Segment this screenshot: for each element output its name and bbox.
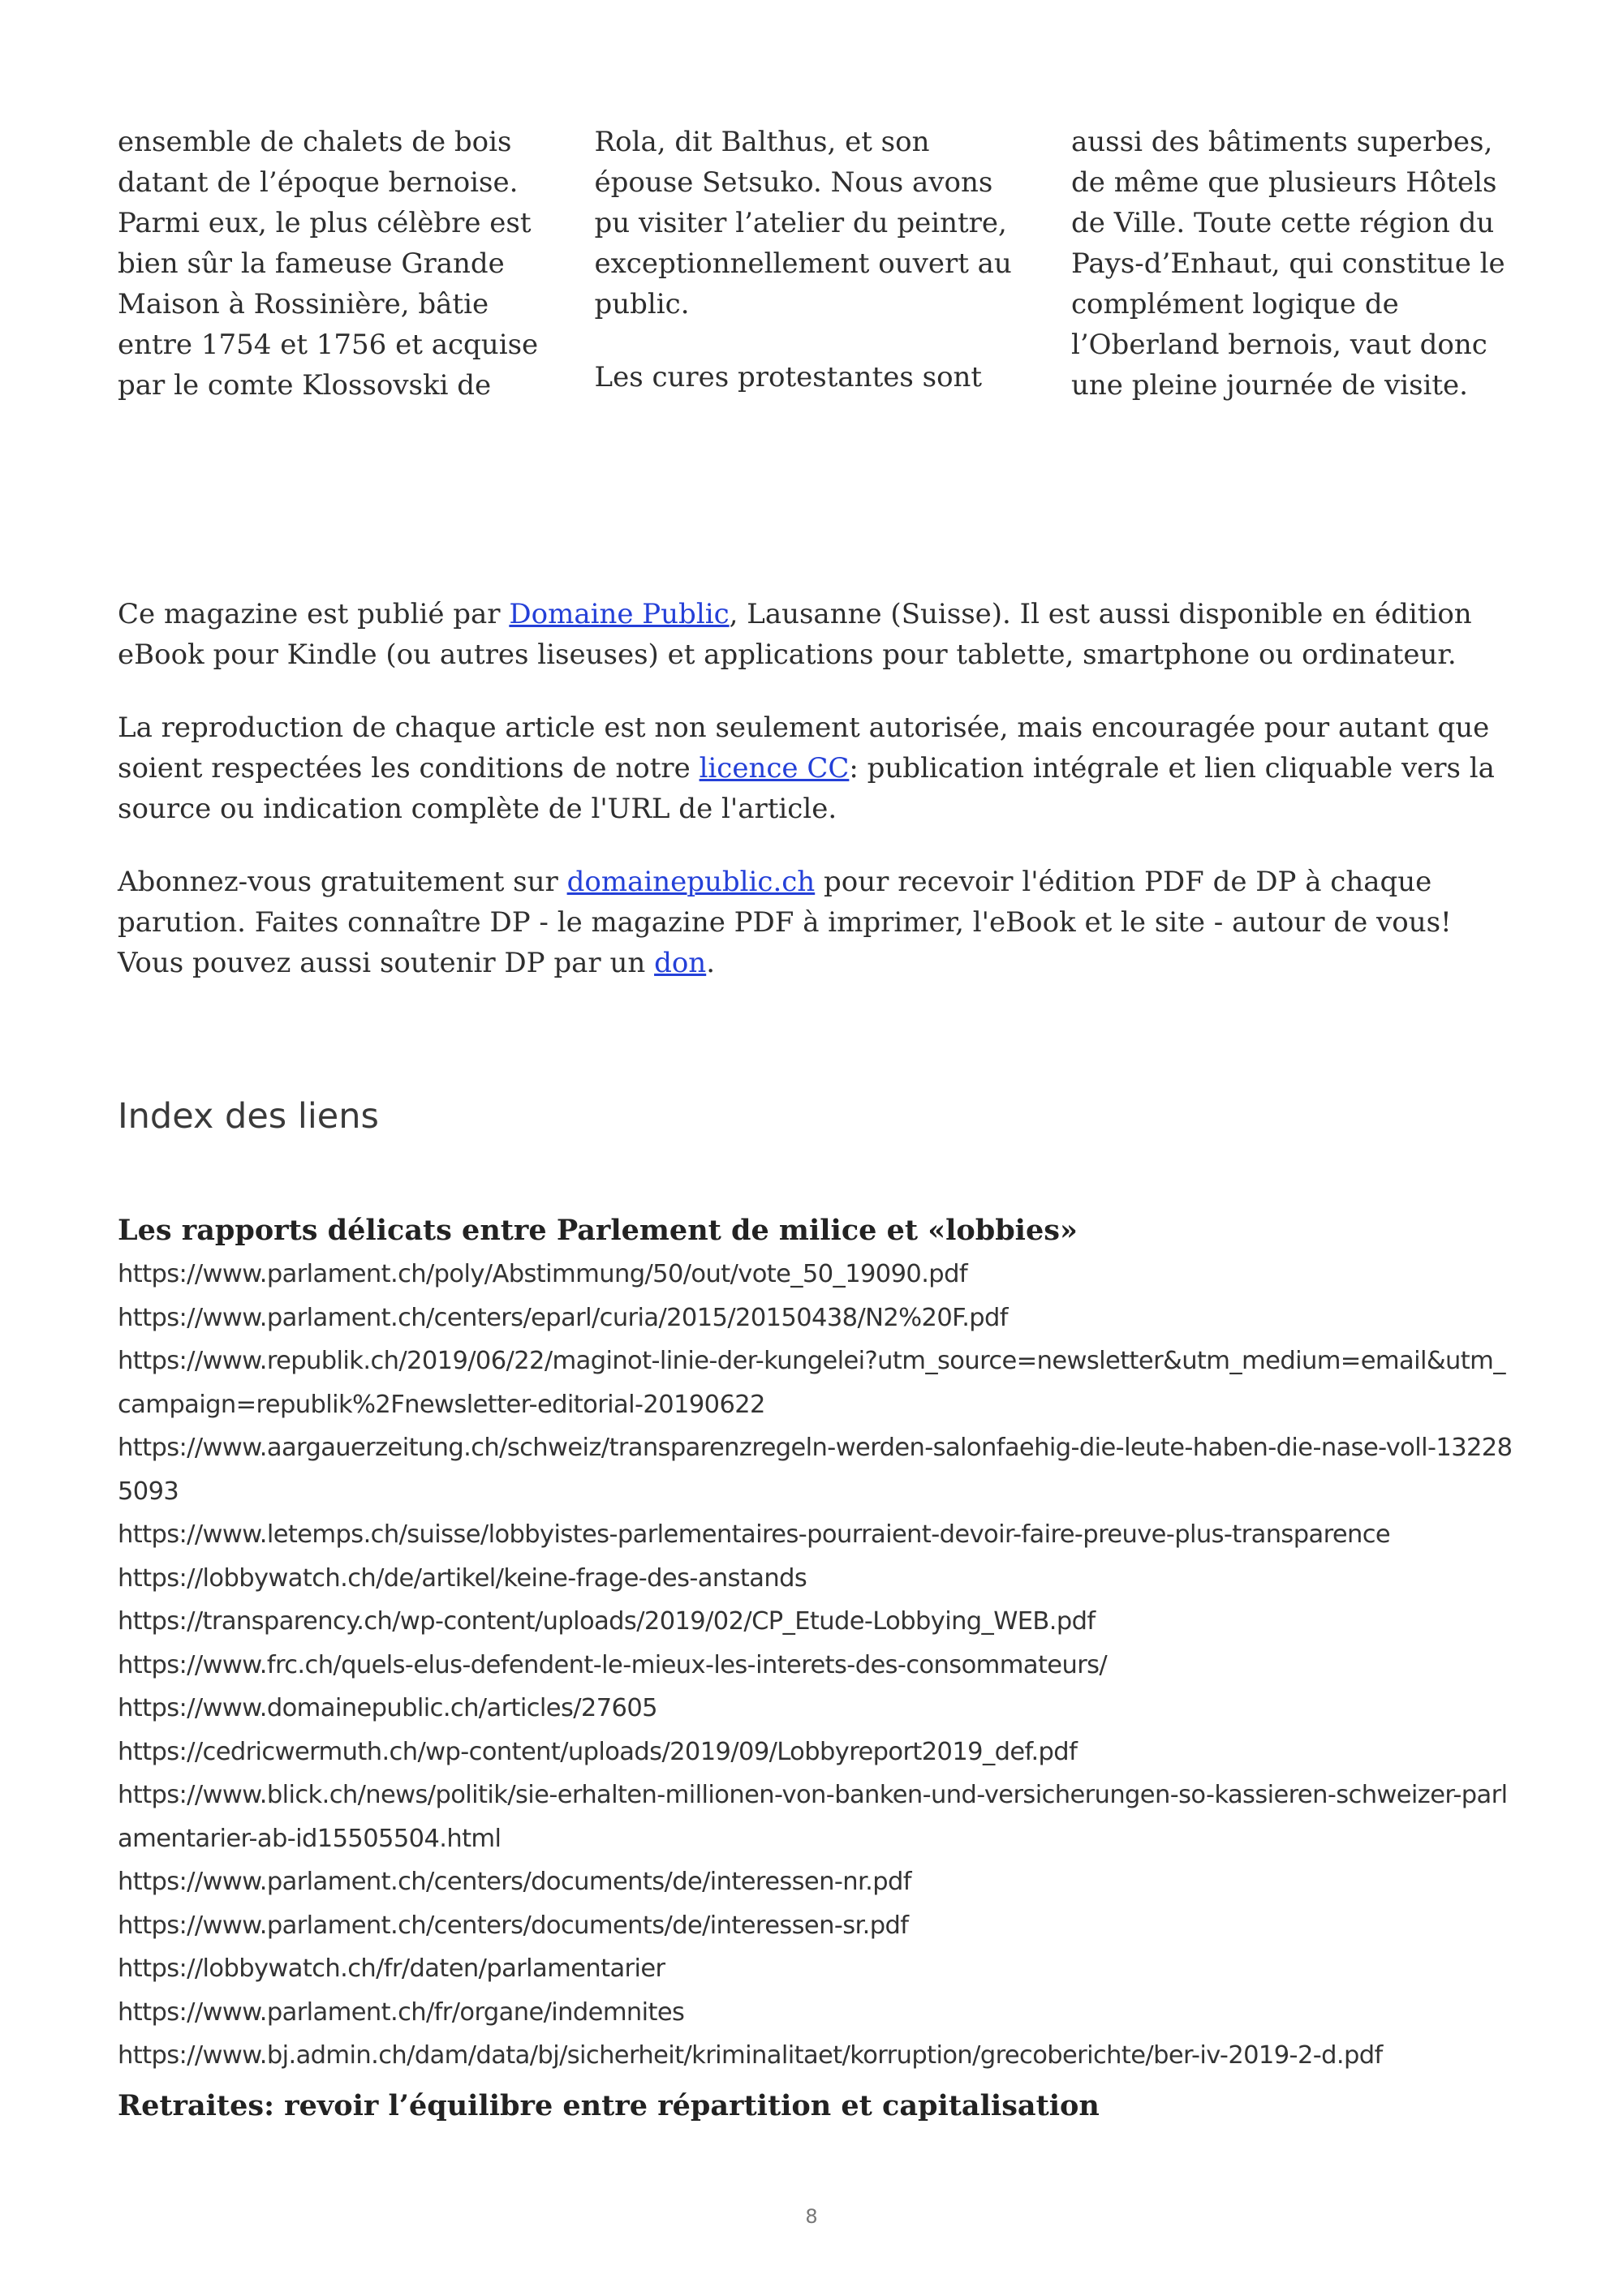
index-link[interactable]: https://www.parlament.ch/centers/documents/de/interessen-sr.pdf	[118, 1911, 909, 1940]
index-link[interactable]: https://www.letemps.ch/suisse/lobbyistes-parlementaires-pourraient-devoir-faire-preuve-plus-transparence	[118, 1520, 1391, 1549]
index-link[interactable]: https://www.frc.ch/quels-elus-defendent-le-mieux-les-interets-des-consommateurs/	[118, 1650, 1108, 1679]
don-link[interactable]: don	[654, 947, 707, 979]
index-link[interactable]: https://www.parlament.ch/poly/Abstimmung/50/out/vote_50_19090.pdf	[118, 1260, 967, 1288]
index-link[interactable]: https://www.parlament.ch/centers/eparl/curia/2015/20150438/N2%20F.pdf	[118, 1303, 1008, 1332]
licence-cc-link[interactable]: licence CC	[699, 752, 850, 785]
column-paragraph: Rola, dit Balthus, et son épouse Setsuko. Nous avons pu visiter l’atelier du peintre, exceptionnellement ouvert au public.	[594, 126, 1012, 320]
notice-paragraph-publisher: Ce magazine est publié par Domaine Public, Lausanne (Suisse). Il est aussi disponible en édition eBook pour Kindle (ou autres liseuses) et applications pour tablette, smartphone ou ordinateur.	[118, 598, 1472, 671]
index-link[interactable]: https://www.domainepublic.ch/articles/27605	[118, 1694, 657, 1722]
domainepublic-link[interactable]: domainepublic.ch	[566, 866, 816, 898]
article-columns	[118, 122, 1513, 406]
index-link[interactable]: https://www.blick.ch/news/politik/sie-erhalten-millionen-von-banken-und-versicherungen-so-kassieren-schweizer-parlamentarier-ab-id15505504.html	[118, 1781, 1508, 1853]
index-link[interactable]: https://www.aargauerzeitung.ch/schweiz/transparenzregeln-werden-salonfaehig-die-leute-haben-die-nase-voll-132285093	[118, 1434, 1513, 1506]
column-3	[1071, 122, 1513, 406]
column-paragraph: ensemble de chalets de bois datant de l’époque bernoise. Parmi eux, le plus célèbre est bien sûr la fameuse Grande Maison à Rossinière, bâtie entre 1754 et 1756 et acquise par le comte Klossovski de	[118, 126, 539, 402]
index-section-title: Retraites: revoir l’équilibre entre répartition et capitalisation	[118, 2088, 1100, 2122]
publisher-notice	[118, 594, 1513, 1016]
column-paragraph: Les cures protestantes sont	[594, 361, 983, 393]
index-link[interactable]: https://www.parlament.ch/centers/documents/de/interessen-nr.pdf	[118, 1868, 911, 1896]
notice-paragraph-subscribe: Abonnez-vous gratuitement sur domainepublic.ch pour recevoir l'édition PDF de DP à chaque parution. Faites connaître DP - le magazine PDF à imprimer, l'eBook et le site - autour de vous! Vous pouvez aussi soutenir DP par un don.	[118, 866, 1452, 979]
domaine-public-link[interactable]: Domaine Public	[509, 598, 730, 630]
notice-paragraph-license: La reproduction de chaque article est non seulement autorisée, mais encouragée pour autant que soient respectées les conditions de notre licence CC: publication intégrale et lien cliquable vers la source ou indication complète de l'URL de l'article.	[118, 712, 1495, 825]
index-link[interactable]: https://lobbywatch.ch/de/artikel/keine-frage-des-anstands	[118, 1563, 807, 1593]
column-1	[118, 122, 560, 406]
index-link[interactable]: https://lobbywatch.ch/fr/daten/parlamentarier	[118, 1954, 665, 1983]
index-link[interactable]: https://www.bj.admin.ch/dam/data/bj/sicherheit/kriminalitaet/korruption/grecoberichte/ber-iv-2019-2-d.pdf	[118, 2041, 1383, 2070]
links-index-heading: Index des liens	[118, 1096, 379, 1137]
column-paragraph: aussi des bâtiments superbes, de même que plusieurs Hôtels de Ville. Toute cette région du Pays-d’Enhaut, qui constitue le complément logique de l’Oberland bernois, vaut donc une pleine journée de visite.	[1071, 126, 1505, 402]
links-index	[118, 1209, 1518, 2128]
column-2	[595, 122, 1037, 406]
index-link[interactable]: https://cedricwermuth.ch/wp-content/uploads/2019/09/Lobbyreport2019_def.pdf	[118, 1737, 1078, 1766]
index-section-title: Les rapports délicats entre Parlement de milice et «lobbies»	[118, 1214, 1078, 1247]
index-link-list	[118, 1253, 1518, 2078]
index-link[interactable]: https://www.parlament.ch/fr/organe/indemnites	[118, 1997, 685, 2027]
index-link[interactable]: https://transparency.ch/wp-content/uploads/2019/02/CP_Etude-Lobbying_WEB.pdf	[118, 1607, 1096, 1636]
page-number: 8	[805, 2205, 818, 2228]
index-link[interactable]: https://www.republik.ch/2019/06/22/maginot-linie-der-kungelei?utm_source=newsletter&utm_medium=email&utm_campaign=republik%2Fnewsletter-editorial-20190622	[118, 1347, 1505, 1419]
